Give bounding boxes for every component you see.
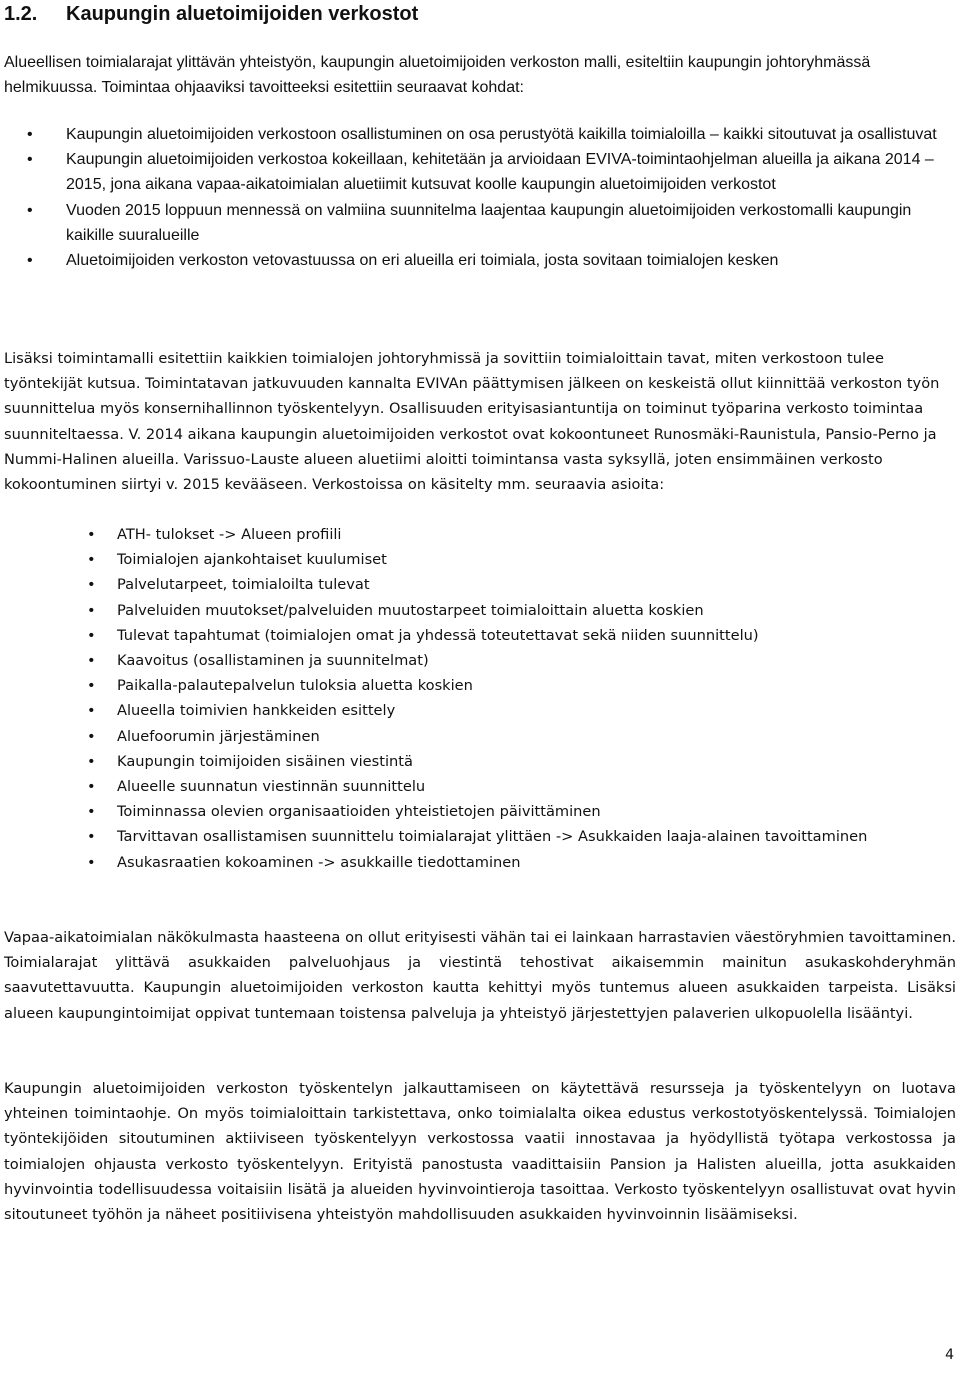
paragraph-2: Vapaa-aikatoimialan näkökulmasta haasteena on ollut erityisesti vähän tai ei lainkaan harrastavien väestöryhmien tavoittaminen. Toimialarajat ylittävä asukkaiden palveluohjaus ja viestintä tehostivat aikaisemmin mainitun asukaskohderyhmän saavutettavuutta. Kaupungin aluetoimijoiden verkoston kautta kehittyi myös tuntemus alueen asukkaiden tarpeista. Lisäksi alueen kaupungintoimijat oppivat tuntemaan toistensa palveluja ja yhteistyö järjestettyjen palaverien ulkopuolella lisääntyi. <box>4 929 956 1022</box>
section-heading <box>4 2 418 26</box>
list-item: • Kaupungin aluetoimijoiden verkostoon osallistuminen on osa perustyötä kaikilla toimialoilla – kaikki sitoutuvat ja osallistuvat <box>4 122 954 147</box>
list-item: • Kaupungin aluetoimijoiden verkostoa kokeillaan, kehitetään ja arvioidaan EVIVA-toimintaohjelman alueilla ja aikana 2014 – 2015, jona aikana vapaa-aikatoimialan aluetiimit kutsuvat koolle kaupungin aluetoimijoiden verkostot <box>4 147 954 197</box>
goals-list <box>4 122 954 273</box>
list-item: • ATH- tulokset -> Alueen profiili <box>4 522 956 547</box>
topics-list <box>4 522 956 875</box>
paragraph-3: Kaupungin aluetoimijoiden verkoston työskentelyn jalkauttamiseen on käytettävä resursseja ja työskentelyyn on luotava yhteinen toimintaohje. On myös toimialoittain tarkistettava, onko toimialalta oikea edustus verkostotyöskentelyssä. Toimialojen työntekijöiden sitoutuminen aktiiviseen työskentelyyn verkostossa vaatii innostavaa ja hyödyllistä työtapa verkostossa ja toimialojen ohjausta verkosto työskentelyyn. Erityistä panostusta vaadittaisiin Pansion ja Halisten alueilla, jotta asukkaiden hyvinvointia todellisuudessa voitaisiin lisätä ja alueiden hyvinvointieroja tasoittaa. Verkosto työskentelyyn osallistuvat ovat hyvin sitoutuneet työhön ja näheet positiivisena yhteistyön mahdollisuuden asukkaiden hyvinvoinnin lisäämiseksi. <box>4 1080 956 1224</box>
list-item: • Alueelle suunnatun viestinnän suunnittelu <box>4 774 956 799</box>
list-item: • Aluefoorumin järjestäminen <box>4 724 956 749</box>
list-item: • Toimialojen ajankohtaiset kuulumiset <box>4 547 956 572</box>
list-item: • Kaavoitus (osallistaminen ja suunnitelmat) <box>4 648 956 673</box>
list-item: • Kaupungin toimijoiden sisäinen viestintä <box>4 749 956 774</box>
list-item: • Tarvittavan osallistamisen suunnittelu toimialarajat ylittäen -> Asukkaiden laaja-alainen tavoittaminen <box>4 824 956 849</box>
intro-paragraph: Alueellisen toimialarajat ylittävän yhteistyön, kaupungin aluetoimijoiden verkoston malli, esiteltiin kaupungin johtoryhmässä helmikuussa. Toimintaa ohjaaviksi tavoitteeksi esitettiin seuraavat kohdat: <box>4 54 871 96</box>
page-number: 4 <box>945 1347 954 1363</box>
list-item: • Paikalla-palautepalvelun tuloksia aluetta koskien <box>4 673 956 698</box>
list-item: • Aluetoimijoiden verkoston vetovastuussa on eri alueilla eri toimiala, josta sovitaan toimialojen kesken <box>4 248 954 273</box>
paragraph-1: Lisäksi toimintamalli esitettiin kaikkien toimialojen johtoryhmissä ja sovittiin toimialoittain tavat, miten verkostoon tulee työntekijät kutsua. Toimintatavan jatkuvuuden kannalta EVIVAn päättymisen jälkeen on keskeistä ollut kiinnittää verkoston työn suunnittelua myös konsernihallinnon työskentelyyn. Osallisuuden erityisasiantuntija on toiminut työparina verkosto toimintaa suunniteltaessa. V. 2014 aikana kaupungin aluetoimijoiden verkostot ovat kokoontuneet Runosmäki-Raunistula, Pansio-Perno ja Nummi-Halinen alueilla. Varissuo-Lauste alueen aluetiimi aloitti toimintansa vasta syksyllä, joten ensimmäinen verkosto kokoontuminen siirtyi v. 2015 kevääseen. Verkostoissa on käsitelty mm. seuraavia asioita: <box>4 350 940 494</box>
list-item: • Alueella toimivien hankkeiden esittely <box>4 698 956 723</box>
list-item: • Palveluiden muutokset/palveluiden muutostarpeet toimialoittain aluetta koskien <box>4 598 956 623</box>
list-item: • Tulevat tapahtumat (toimialojen omat ja yhdessä toteutettavat sekä niiden suunnittelu) <box>4 623 956 648</box>
list-item: • Palvelutarpeet, toimialoilta tulevat <box>4 572 956 597</box>
section-title: Kaupungin aluetoimijoiden verkostot <box>66 3 419 25</box>
list-item: • Asukasraatien kokoaminen -> asukkaille tiedottaminen <box>4 850 956 875</box>
list-item: • Toiminnassa olevien organisaatioiden yhteistietojen päivittäminen <box>4 799 956 824</box>
list-item: • Vuoden 2015 loppuun mennessä on valmiina suunnitelma laajentaa kaupungin aluetoimijoiden verkostomalli kaupungin kaikille suuralueille <box>4 198 954 248</box>
section-number: 1.2. <box>4 3 38 25</box>
